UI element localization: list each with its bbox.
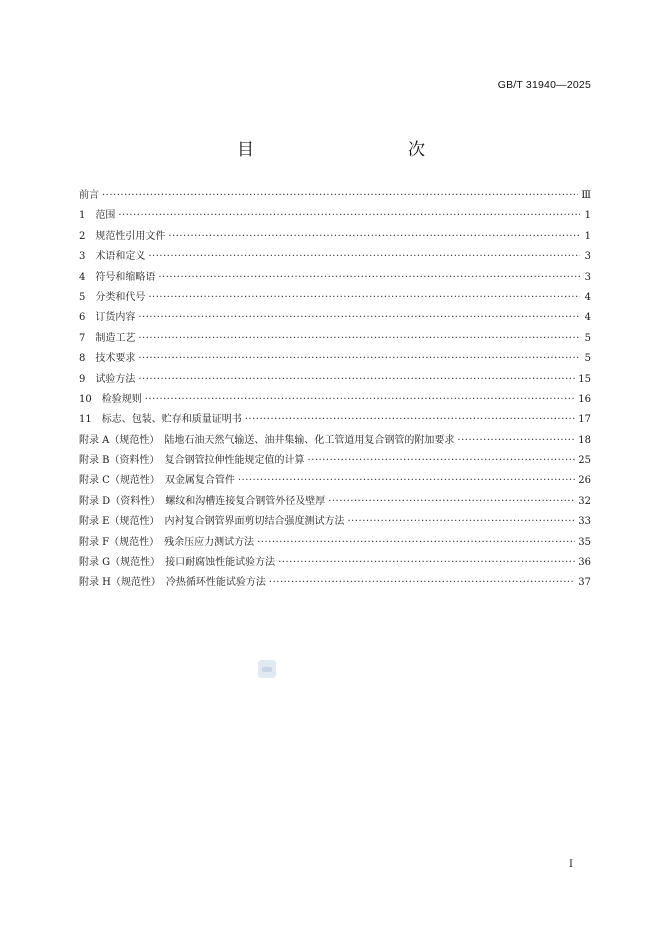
- toc-entry-page: 1: [584, 230, 591, 242]
- toc-entry-label: 2 规范性引用文件: [79, 230, 166, 242]
- toc-dot-leader: [138, 370, 575, 390]
- toc-dot-leader: [245, 410, 576, 430]
- toc-entry[interactable]: [79, 329, 591, 349]
- toc-entry[interactable]: [79, 308, 591, 328]
- toc-entry-label: 附录 B（资料性） 复合钢管拉伸性能规定值的计算: [79, 455, 305, 467]
- toc-entry-page: 18: [578, 434, 591, 446]
- toc-entry-label: 5 分类和代号: [79, 291, 146, 303]
- page-title: 目 次: [237, 140, 465, 160]
- toc-entry-page: 5: [584, 332, 591, 344]
- toc-entry-page: 33: [578, 516, 591, 528]
- toc-entry-label: 附录 D（资料性） 螺纹和沟槽连接复合钢管外径及壁厚: [79, 495, 326, 507]
- toc-entry[interactable]: [79, 227, 591, 247]
- toc-entry[interactable]: [79, 573, 591, 593]
- toc-entry-label: 8 技术要求: [79, 353, 136, 365]
- toc-dot-leader: [138, 349, 580, 369]
- toc-entry-label: 11 标志、包装、贮存和质量证明书: [79, 414, 242, 426]
- toc-entry[interactable]: [79, 451, 591, 471]
- toc-entry-label: 4 符号和缩略语: [79, 271, 156, 283]
- toc-entry-label: 附录 G（规范性） 接口耐腐蚀性能试验方法: [79, 557, 276, 569]
- toc-entry-label: 1 范围: [79, 210, 116, 222]
- toc-entry-page: 32: [578, 495, 591, 507]
- toc-dot-leader: [138, 308, 580, 328]
- page-number: I: [569, 859, 573, 870]
- toc-entry-page: 35: [578, 536, 591, 548]
- toc-entry-page: 3: [584, 271, 591, 283]
- toc-dot-leader: [347, 512, 575, 532]
- toc-entry-page: 3: [584, 251, 591, 263]
- toc-entry-page: 15: [578, 373, 591, 385]
- toc-dot-leader: [158, 268, 580, 288]
- toc-entry-label: 附录 E（规范性） 内衬复合钢管界面剪切结合强度测试方法: [79, 516, 345, 528]
- toc-entry-label: 附录 A（规范性） 陆地石油天然气输送、油井集输、化工管道用复合钢管的附加要求: [79, 434, 455, 446]
- toc-entry-page: Ⅲ: [581, 190, 591, 201]
- toc-entry[interactable]: [79, 349, 591, 369]
- toc-entry[interactable]: [79, 471, 591, 491]
- toc-dot-leader: [168, 227, 580, 247]
- toc-entry-page: 4: [584, 312, 591, 324]
- toc-entry-page: 16: [578, 393, 591, 405]
- toc-entry[interactable]: [79, 512, 591, 532]
- toc-entry-page: 25: [578, 455, 591, 467]
- toc-entry-label: 9 试验方法: [79, 373, 136, 385]
- toc-dot-leader: [308, 451, 576, 471]
- toc-entry[interactable]: [79, 186, 591, 206]
- toc-entry[interactable]: [79, 370, 591, 390]
- toc-dot-leader: [328, 492, 575, 512]
- toc-entry-page: 37: [578, 577, 591, 589]
- toc-entry[interactable]: [79, 268, 591, 288]
- toc-dot-leader: [145, 390, 576, 410]
- standard-code: GB/T 31940—2025: [497, 79, 591, 91]
- toc-entry[interactable]: [79, 390, 591, 410]
- toc-entry-page: 17: [578, 414, 591, 426]
- toc-dot-leader: [102, 186, 578, 206]
- toc-entry[interactable]: [79, 206, 591, 226]
- toc-entry-label: 附录 C（规范性） 双金属复合管件: [79, 475, 235, 487]
- toc-entry-label: 10 检验规则: [79, 393, 142, 405]
- toc-entry[interactable]: [79, 533, 591, 553]
- toc-entry-label: 7 制造工艺: [79, 332, 136, 344]
- toc-entry-page: 36: [578, 557, 591, 569]
- toc-entry-label: 前言: [79, 190, 99, 201]
- watermark-logo: [258, 660, 276, 678]
- toc-entry-label: 附录 H（规范性） 冷热循环性能试验方法: [79, 577, 266, 589]
- toc-entry-label: 附录 F（规范性） 残余压应力测试方法: [79, 536, 255, 548]
- toc-dot-leader: [278, 553, 575, 573]
- toc-entry-page: 4: [584, 291, 591, 303]
- table-of-contents: [79, 186, 591, 594]
- toc-entry[interactable]: [79, 431, 591, 451]
- toc-dot-leader: [457, 431, 575, 451]
- toc-entry-label: 3 术语和定义: [79, 251, 146, 263]
- toc-entry[interactable]: [79, 553, 591, 573]
- toc-dot-leader: [118, 206, 580, 226]
- toc-dot-leader: [138, 329, 580, 349]
- toc-dot-leader: [148, 247, 580, 267]
- toc-entry[interactable]: [79, 247, 591, 267]
- toc-entry[interactable]: [79, 410, 591, 430]
- toc-dot-leader: [148, 288, 580, 308]
- toc-entry[interactable]: [79, 288, 591, 308]
- toc-entry-label: 6 订货内容: [79, 312, 136, 324]
- toc-entry-page: 26: [578, 475, 591, 487]
- toc-dot-leader: [238, 471, 575, 491]
- toc-dot-leader: [257, 533, 575, 553]
- toc-dot-leader: [269, 573, 575, 593]
- toc-entry-page: 5: [584, 353, 591, 365]
- toc-entry-page: 1: [584, 210, 591, 222]
- toc-entry[interactable]: [79, 492, 591, 512]
